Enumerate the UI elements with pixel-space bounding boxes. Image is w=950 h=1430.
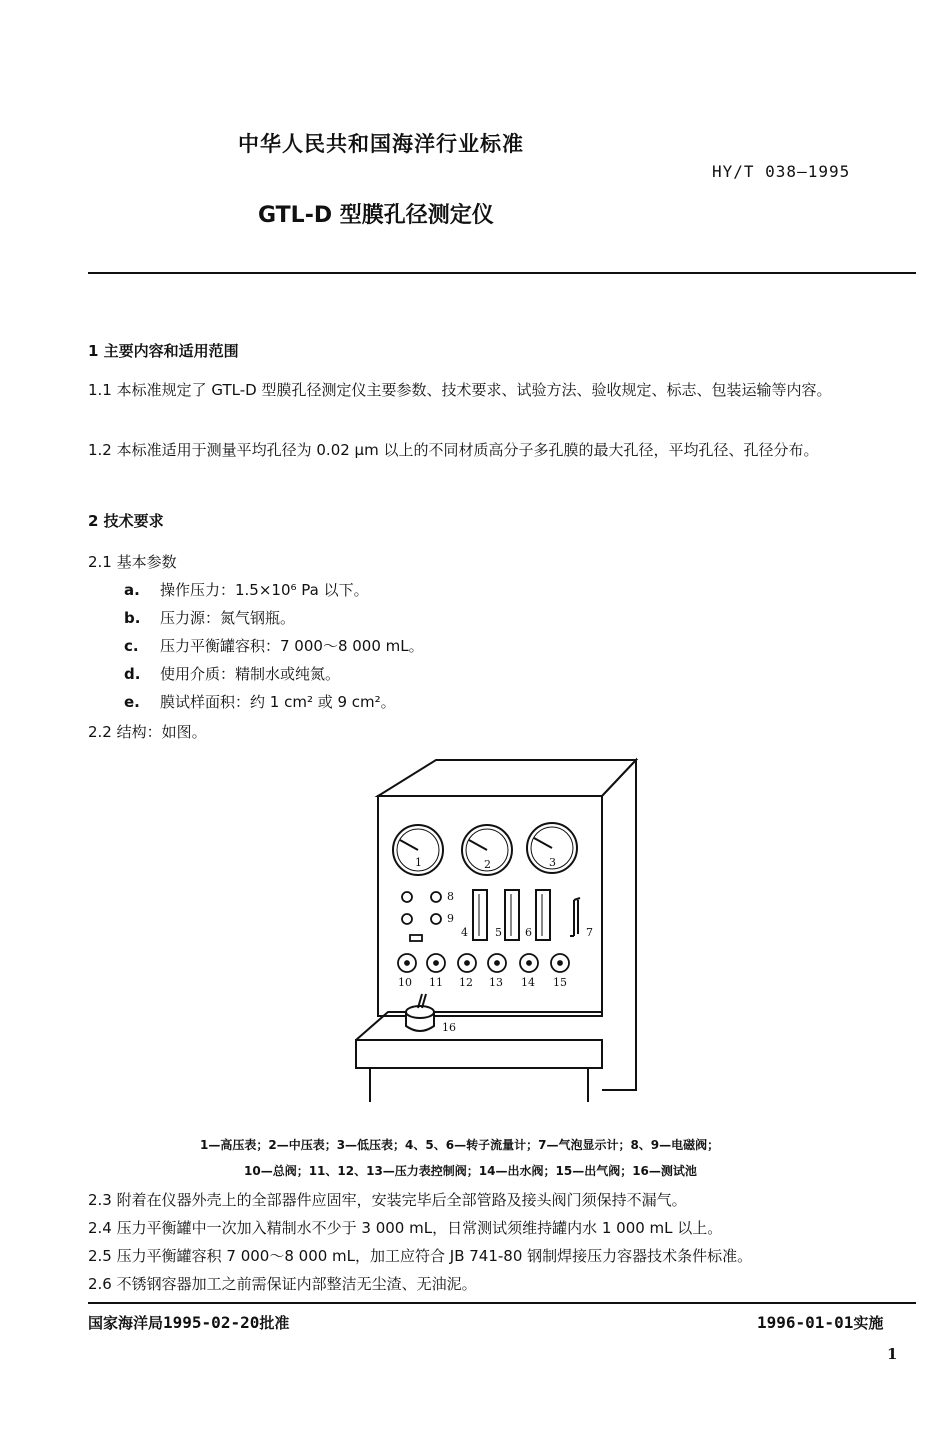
param-item: [124, 606, 295, 630]
instrument-diagram: [340, 750, 660, 1110]
param-item: [124, 662, 340, 686]
gauge-label: 3: [549, 856, 556, 869]
implementation-info: [757, 1312, 883, 1333]
knob-label: 14: [521, 976, 535, 989]
gauge-label: 1: [415, 856, 422, 869]
param-item-text: 操作压力：1.5×10⁶ Pa 以下。: [160, 581, 369, 599]
knob-label: 15: [553, 976, 567, 989]
param-item-label: d.: [124, 665, 141, 683]
approving-authority: 国家海洋局: [88, 1314, 164, 1332]
indicator-light-icon: [402, 914, 412, 924]
figure-caption-line: 1—高压表；2—中压表；3—低压表；4、5、6—转子流量计；7—气泡显示计；8、9—电磁阀；: [200, 1138, 720, 1152]
header-rule: [88, 272, 916, 274]
knob-label: 13: [489, 976, 503, 989]
switch-icon: [410, 935, 422, 941]
cell-label: 16: [442, 1021, 456, 1034]
param-item: [124, 690, 396, 714]
knob-label: 10: [398, 976, 412, 989]
knob-label: 12: [459, 976, 473, 989]
valve-label: 9: [447, 912, 454, 925]
footer-rule: [88, 1302, 916, 1304]
paragraph-2-5: 2.5 压力平衡罐容积 7 000～8 000 mL，加工应符合 JB 741-80 钢制焊接压力容器技术条件标准。: [88, 1247, 753, 1265]
standard-code: HY/T 038—1995: [712, 162, 851, 181]
implementation-label: 实施: [853, 1314, 884, 1332]
param-item-label: b.: [124, 609, 141, 627]
param-item-text: 膜试样面积：约 1 cm² 或 9 cm²。: [160, 693, 396, 711]
paragraph-2-4: 2.4 压力平衡罐中一次加入精制水不少于 3 000 mL，日常测试须维持罐内水 1 000 mL 以上。: [88, 1219, 723, 1237]
indicator-light-icon: [402, 892, 412, 902]
solenoid-valve-icon: [431, 914, 441, 924]
param-item-label: c.: [124, 637, 139, 655]
solenoid-valve-icon: [431, 892, 441, 902]
paragraph-2-6: 2.6 不锈钢容器加工之前需保证内部整洁无尘渣、无油泥。: [88, 1275, 477, 1293]
implementation-date: 1996-01-01: [757, 1313, 854, 1332]
subsection-2-1: 2.1 基本参数: [88, 553, 177, 571]
approval-label: 批准: [259, 1314, 290, 1332]
param-item-label: e.: [124, 693, 140, 711]
rotameter-icon: [473, 890, 487, 940]
gauge-label: 2: [484, 858, 491, 871]
rotameter-icon: [505, 890, 519, 940]
page-number: 1: [887, 1345, 898, 1363]
param-item-text: 压力源：氮气钢瓶。: [160, 609, 296, 627]
rotameter-icon: [536, 890, 550, 940]
flowmeter-label: 5: [495, 926, 502, 939]
section-2-heading: 2 技术要求: [88, 512, 164, 530]
figure-caption-line: 10—总阀；11、12、13—压力表控制阀；14—出水阀；15—出气阀；16—测试池: [244, 1164, 697, 1178]
section-1-heading: 1 主要内容和适用范围: [88, 342, 239, 360]
param-item-text: 压力平衡罐容积：7 000～8 000 mL。: [160, 637, 424, 655]
bubble-label: 7: [586, 926, 593, 939]
param-item-text: 使用介质：精制水或纯氮。: [160, 665, 341, 683]
paragraph-2-3: 2.3 附着在仪器外壳上的全部器件应固牢，安装完毕后全部管路及接头阀门须保持不漏气。: [88, 1191, 687, 1209]
paragraph-1-1: 1.1 本标准规定了 GTL-D 型膜孔径测定仪主要参数、技术要求、试验方法、验收规定、标志、包装运输等内容。: [88, 381, 832, 399]
knob-label: 11: [429, 976, 443, 989]
paragraph-1-2: 1.2 本标准适用于测量平均孔径为 0.02 μm 以上的不同材质高分子多孔膜的最大孔径，平均孔径、孔径分布。: [88, 441, 819, 459]
param-item: [124, 578, 369, 602]
approval-date: 1995-02-20: [163, 1313, 260, 1332]
param-item-label: a.: [124, 581, 140, 599]
approval-info: [88, 1312, 289, 1333]
valve-label: 8: [447, 890, 454, 903]
subsection-2-2: 2.2 结构：如图。: [88, 723, 207, 741]
flowmeter-label: 6: [525, 926, 532, 939]
bubble-indicator-icon: [570, 898, 580, 936]
standard-category: 中华人民共和国海洋行业标准: [238, 132, 524, 156]
document-title: GTL-D 型膜孔径测定仪: [258, 203, 494, 228]
flowmeter-label: 4: [461, 926, 468, 939]
param-item: [124, 634, 424, 658]
